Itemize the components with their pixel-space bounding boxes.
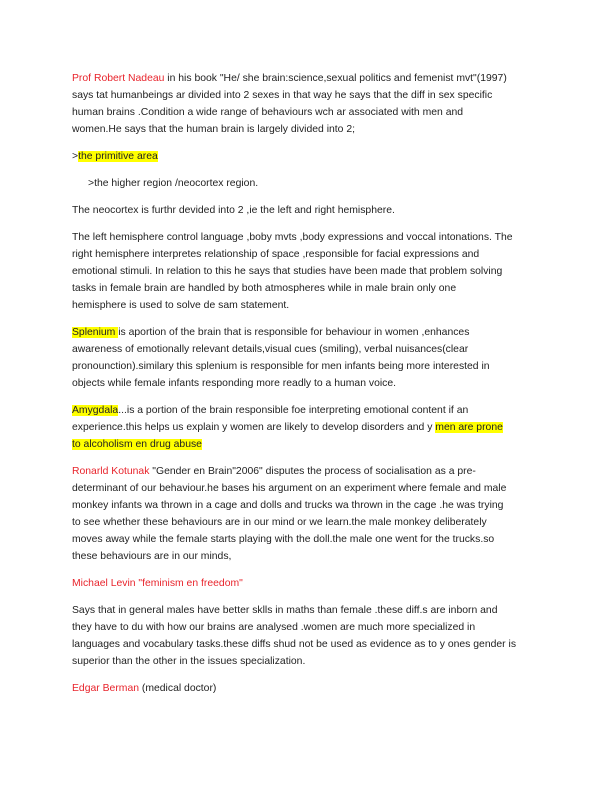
- text-run: Says that in general males have better sklls in maths than female .these diff.s are inborn and: [72, 605, 498, 616]
- text-run: they have to du with how our brains are analysed .women are much more specialized in: [72, 622, 476, 633]
- text-line: [72, 531, 552, 548]
- text-run: superior than the other in the issues specialization.: [72, 656, 306, 667]
- text-run: experience.this helps us explain y women are likely to develop disorders and y: [72, 422, 436, 433]
- text-run: The left hemisphere control language ,boby mvts ,body expressions and voccal intonations. The: [72, 232, 513, 243]
- paragraph-berman: [72, 680, 552, 697]
- text-run: languages and vocabulary tasks.these diffs shud not be used as evidence as to y ones gender is: [72, 639, 517, 650]
- text-run: is aportion of the brain that is responsible for behaviour in women ,enhances: [118, 327, 470, 338]
- text-run: right hemisphere interpretes relationship of space ,responsible for facial expressions and: [72, 249, 480, 260]
- text-run: says tat humanbeings ar divided into 2 sexes in that way he says that the diff in sex specific: [72, 90, 493, 101]
- text-run: women.He says that the human brain is largely divided into 2;: [72, 124, 356, 135]
- text-line: [72, 619, 552, 636]
- text-line: [72, 402, 552, 419]
- text-run: emotional stimuli. In relation to this he says that studies have been made that problem solving: [72, 266, 503, 277]
- text-line: [72, 70, 552, 87]
- text-run: objects while female infants responding more readly to a human voice.: [72, 378, 397, 389]
- text-line: [72, 653, 552, 670]
- text-run: in his book "He/ she brain:science,sexual politics and femenist mvt"(1997): [164, 73, 507, 84]
- text-line: [72, 121, 552, 138]
- text-run: moves away while the female starts playing with the doll.the male one went for the trucks.so: [72, 534, 495, 545]
- text-run: >: [72, 151, 79, 162]
- text-run: pronounction).similary this splenium is responsible for men infants being more interested in: [72, 361, 490, 372]
- author-name: Prof Robert Nadeau: [72, 73, 165, 84]
- text-line: [72, 246, 552, 263]
- author-name: Ronarld Kotunak: [72, 466, 150, 477]
- text-line: [72, 87, 552, 104]
- text-line: [72, 436, 552, 453]
- text-line: [88, 175, 552, 192]
- text-run: (medical doctor): [139, 683, 217, 694]
- paragraph-neocortex: [72, 202, 552, 219]
- paragraph-kotunak: [72, 463, 552, 565]
- paragraph-splenium: [72, 324, 552, 392]
- text-run: awareness of emotionally relevant details,visual cues (smiling), verbal nuisances(clear: [72, 344, 469, 355]
- text-line: [72, 375, 552, 392]
- paragraph-amygdala: [72, 402, 552, 453]
- text-run: hemisphere is used to solve de sam statement.: [72, 300, 290, 311]
- text-run: tasks in female brain are handled by both atmospheres while in male brain only one: [72, 283, 457, 294]
- text-run: these behaviours are in our minds,: [72, 551, 232, 562]
- text-line: [72, 548, 552, 565]
- text-run: to see whether these behaviours are in our mind or we learn.the male monkey deliberately: [72, 517, 487, 528]
- highlighted-text: Splenium: [72, 327, 119, 338]
- paragraph-levin-says: [72, 602, 552, 670]
- author-name: Michael Levin "feminism en freedom": [72, 578, 243, 589]
- highlighted-text: men are prone: [435, 422, 503, 433]
- paragraph-levin: [72, 575, 552, 592]
- paragraph-nadeau: [72, 70, 552, 138]
- text-line: [72, 104, 552, 121]
- author-name: Edgar Berman: [72, 683, 139, 694]
- text-line: [72, 297, 552, 314]
- text-run: determinant of our behaviour.he bases his argument on an experiment where female and male: [72, 483, 507, 494]
- text-line: [72, 463, 552, 480]
- text-line: [72, 514, 552, 531]
- text-line: [72, 202, 552, 219]
- text-line: [72, 229, 552, 246]
- text-line: [72, 602, 552, 619]
- text-run: ...is a portion of the brain responsible foe interpreting emotional content if an: [118, 405, 469, 416]
- text-line: [72, 280, 552, 297]
- text-line: [72, 341, 552, 358]
- highlighted-text: Amygdala: [72, 405, 119, 416]
- text-line: [72, 636, 552, 653]
- text-run: human brains .Condition a wide range of behaviours wch ar associated with men and: [72, 107, 464, 118]
- text-line: [72, 480, 552, 497]
- text-line: [72, 680, 552, 697]
- document-body: [72, 70, 552, 707]
- text-run: "Gender en Brain"2006" disputes the process of socialisation as a pre-: [149, 466, 476, 477]
- text-run: The neocortex is furthr devided into 2 ,ie the left and right hemisphere.: [72, 205, 395, 216]
- highlighted-text: to alcoholism en drug abuse: [72, 439, 202, 450]
- text-line: [72, 263, 552, 280]
- text-line: [72, 575, 552, 592]
- paragraph-hemispheres: [72, 229, 552, 314]
- text-line: [72, 148, 552, 165]
- text-run: >the higher region /neocortex region.: [88, 178, 259, 189]
- text-run: monkey infants wa thrown in a cage and dolls and trucks wa thrown in the cage .he was trying: [72, 500, 504, 511]
- paragraph-primitive-area: [72, 148, 552, 165]
- text-line: [72, 419, 552, 436]
- text-line: [72, 358, 552, 375]
- text-line: [72, 497, 552, 514]
- highlighted-text: the primitive area: [78, 151, 158, 162]
- paragraph-higher-region: [72, 175, 552, 192]
- text-line: [72, 324, 552, 341]
